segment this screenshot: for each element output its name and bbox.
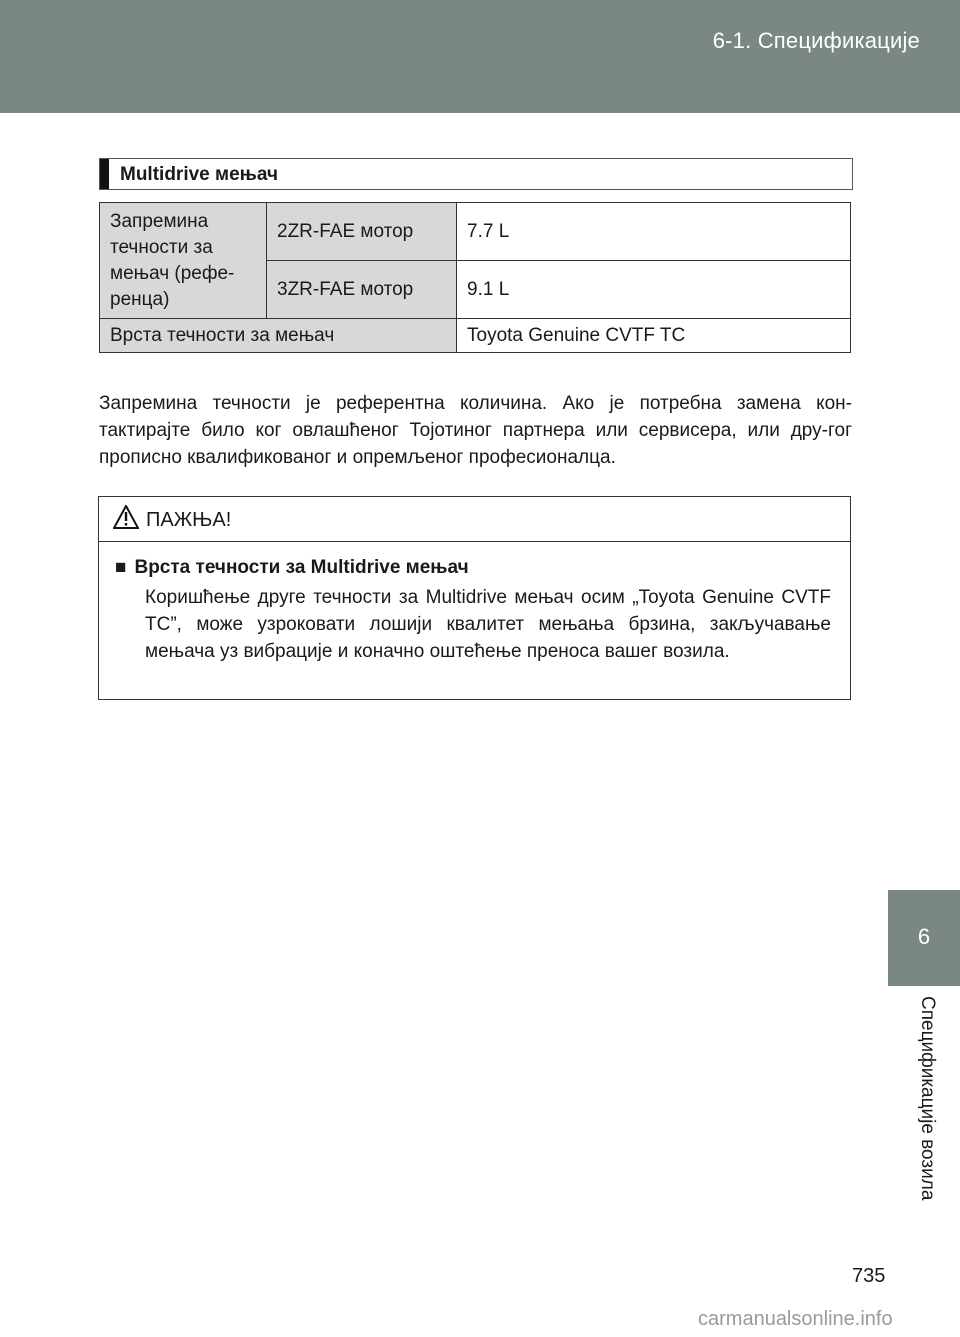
heading-bar [100,159,109,189]
page-number: 735 [852,1265,886,1287]
table-cell-value: 7.7 L [457,203,851,261]
caution-header [99,497,850,542]
caution-item-title [115,557,469,579]
table-cell-engine: 2ZR-FAE мотор [267,203,457,261]
table-row [100,203,851,261]
caution-item-title-text: Врста течности за Multidrive мењач [134,557,469,578]
caution-item-text: Коришћење друге течности за Multidrive мењач осим „Toyota Genuine CVTF TC”, може узроковати лошији квалитет мењања брзина, закључавање мењача уз вибрације и коначно оштећење преноса вашег возила. [145,587,831,662]
table-cell-label: Запремина течности за мењач (рефе-ренца) [100,203,267,319]
section-title-header: 6-1. Спецификације [712,28,920,53]
table-cell-label: Врста течности за мењач [100,319,457,353]
watermark[interactable]: carmanualsonline.info [698,1308,893,1330]
body-paragraph: Запремина течности је референтна количина. Ако је потребна замена кон-тактирајте било ког овлашћеног Тојотиног партнера или сервисера, или дру-гог прописно квалификованог и опремљеног професионалца. [99,393,852,468]
section-heading-text: Multidrive мењач [120,164,278,185]
table-row [100,319,851,353]
section-heading [99,158,853,190]
caution-box [98,496,851,700]
header-band [0,0,960,113]
table-cell-value: 9.1 L [457,261,851,319]
table-cell-engine: 3ZR-FAE мотор [267,261,457,319]
warning-icon [113,505,139,529]
chapter-number: 6 [917,924,931,949]
chapter-title-vertical: Спецификације возила [917,996,938,1201]
caution-heading: ПАЖЊА! [146,509,232,531]
table-cell-value: Toyota Genuine CVTF TC [457,319,851,353]
spec-table [99,202,851,353]
bullet-square-icon: ■ [115,557,127,578]
chapter-tab[interactable] [888,890,960,986]
